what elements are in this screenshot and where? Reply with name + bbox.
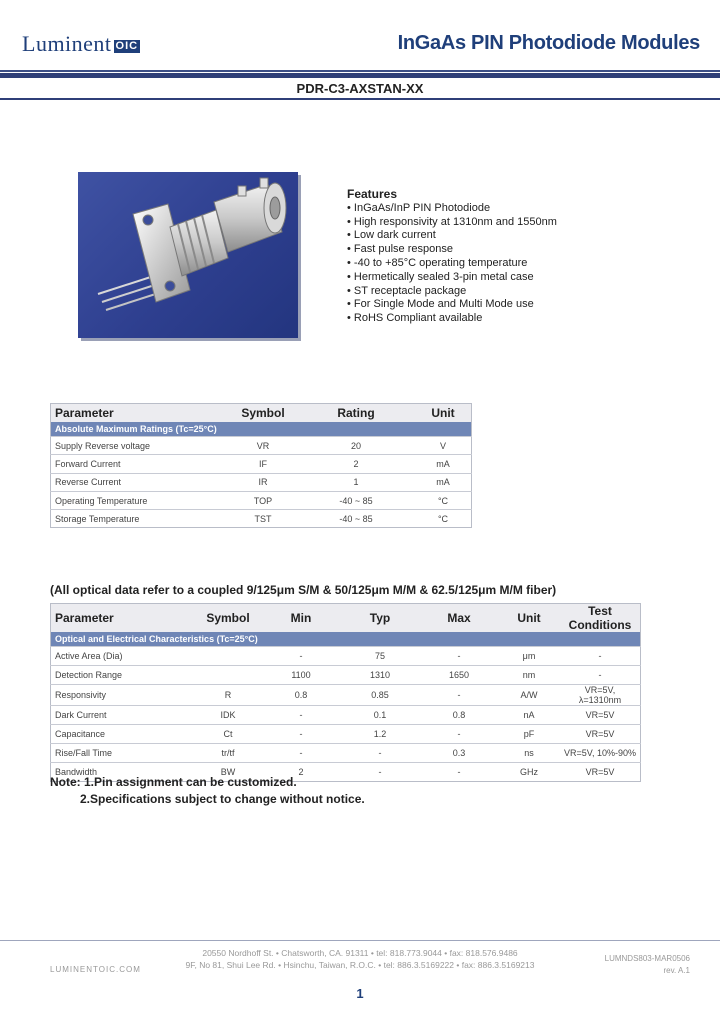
- table-cell: V: [439, 440, 446, 451]
- revision: rev. A.1: [663, 966, 690, 975]
- column-header: Max: [420, 604, 498, 633]
- table-cell: IF: [259, 458, 267, 469]
- optical-data-note: (All optical data refer to a coupled 9/125μm S/M & 50/125μm M/M & 62.5/125μm M/M fiber): [50, 583, 557, 597]
- column-header: Typ: [340, 604, 420, 633]
- table-cell: Dark Current: [55, 710, 107, 720]
- table-cell: 1100: [291, 670, 311, 680]
- feature-item: • InGaAs/InP PIN Photodiode: [347, 202, 557, 216]
- table-cell: 0.1: [373, 710, 387, 720]
- table-cell: 0.85: [371, 690, 389, 700]
- table-cell: Active Area (Dia): [55, 651, 123, 661]
- features-heading: Features: [347, 187, 398, 201]
- part-number: PDR-C3-AXSTAN-XX: [296, 81, 424, 96]
- table-cell: VR=5V, 10%-90%: [564, 748, 636, 758]
- table-cell: μm: [522, 651, 536, 661]
- table-cell: Forward Current: [55, 458, 121, 469]
- doc-id: LUMNDS803-MAR0506: [604, 954, 690, 963]
- address-line: 9F, No 81, Shui Lee Rd. • Hsinchu, Taiwan, R.O.C. • tel: 886.3.5169222 • fax: 886.3.5169213: [185, 960, 535, 970]
- table-cell: Operating Temperature: [55, 495, 148, 506]
- note-line: 2.Specifications subject to change without notice.: [80, 792, 365, 806]
- footer-rule: [0, 940, 720, 941]
- footer-doc-info: [605, 953, 690, 977]
- abs-max-caption: Absolute Maximum Ratings (Tc=25°C): [51, 422, 472, 437]
- table-cell: °C: [437, 513, 449, 524]
- table-row: [51, 491, 472, 509]
- table-cell: 2: [298, 767, 304, 777]
- table-row: [51, 510, 472, 528]
- table-cell: Rise/Fall Time: [55, 748, 113, 758]
- address-line: 20550 Nordhoff St. • Chatsworth, CA. 91311 • tel: 818.773.9044 • fax: 818.576.9486: [202, 948, 518, 958]
- table-cell: ns: [524, 748, 534, 758]
- page-number: 1: [356, 986, 364, 1001]
- column-header: Symbol: [229, 404, 297, 423]
- table-cell: TST: [254, 513, 272, 524]
- table-cell: -: [457, 729, 461, 739]
- table-row: [51, 437, 472, 455]
- table-cell: [194, 666, 262, 685]
- table-cell: Detection Range: [55, 670, 123, 680]
- feature-item: • High responsivity at 1310nm and 1550nm: [347, 216, 557, 230]
- table-cell: Responsivity: [55, 690, 107, 700]
- table-cell: 20: [350, 440, 361, 451]
- table-cell: -40 ~ 85: [339, 495, 373, 506]
- header-rule: [0, 70, 720, 78]
- table-cell: TOP: [253, 495, 273, 506]
- table-cell: Ct: [223, 729, 233, 739]
- table-cell: 0.8: [294, 690, 308, 700]
- table-cell: -: [457, 651, 461, 661]
- column-header: Test Conditions: [560, 604, 641, 633]
- table-cell: R: [224, 690, 232, 700]
- table-cell: -: [299, 710, 303, 720]
- table-cell: IR: [258, 477, 268, 488]
- table-cell: pF: [523, 729, 535, 739]
- table-cell: tr/tf: [221, 748, 235, 758]
- table-cell: VR=5V, λ=1310nm: [578, 685, 622, 705]
- column-header: Min: [262, 604, 340, 633]
- table-cell: 1310: [369, 670, 391, 680]
- table-cell: VR=5V: [585, 767, 615, 777]
- table-cell: Supply Reverse voltage: [55, 440, 151, 451]
- notes-section: [50, 774, 365, 808]
- table-cell: -: [598, 651, 602, 661]
- table-row: [51, 725, 641, 744]
- table-cell: Storage Temperature: [55, 513, 140, 524]
- table-row: [51, 744, 641, 763]
- table-cell: -: [457, 767, 461, 777]
- table-cell: 2: [353, 458, 359, 469]
- table-cell: mA: [436, 458, 450, 469]
- table-row: [51, 666, 641, 685]
- table-row: [51, 455, 472, 473]
- table-cell: IDK: [220, 710, 236, 720]
- table-cell: A/W: [520, 690, 538, 700]
- table-row: [51, 706, 641, 725]
- table-cell: -40 ~ 85: [339, 513, 373, 524]
- feature-item: • Low dark current: [347, 229, 557, 243]
- table-cell: VR=5V: [585, 710, 615, 720]
- logo-suffix: OIC: [115, 40, 139, 52]
- table-cell: -: [299, 651, 303, 661]
- table-cell: -: [378, 748, 382, 758]
- feature-item: • For Single Mode and Multi Mode use: [347, 298, 557, 312]
- table-cell: nA: [523, 710, 535, 720]
- table-cell: mA: [436, 477, 450, 488]
- feature-item: • Hermetically sealed 3-pin metal case: [347, 271, 557, 285]
- table-cell: -: [299, 748, 303, 758]
- table-cell: Capacitance: [55, 729, 106, 739]
- table-cell: 75: [374, 651, 385, 661]
- optical-electrical-table: [50, 603, 641, 782]
- table-row: [51, 473, 472, 491]
- table-cell: Reverse Current: [55, 477, 122, 488]
- table-row: [51, 647, 641, 666]
- column-header: Unit: [415, 404, 472, 423]
- table-cell: -: [378, 767, 382, 777]
- feature-item: • Fast pulse response: [347, 243, 557, 257]
- table-cell: Bandwidth: [55, 767, 98, 777]
- column-header: Parameter: [51, 404, 230, 423]
- logo-text: Luminent: [22, 31, 112, 56]
- table-cell: 1650: [448, 670, 470, 680]
- column-header: Symbol: [194, 604, 262, 633]
- part-rule: [0, 98, 720, 100]
- feature-item: • -40 to +85°C operating temperature: [347, 257, 557, 271]
- table-cell: 0.8: [452, 710, 466, 720]
- photodiode-module-illustration: [78, 172, 298, 338]
- table-cell: 0.3: [452, 748, 466, 758]
- optical-electrical-caption: Optical and Electrical Characteristics (Tc=25°C): [51, 632, 641, 647]
- table-cell: nm: [522, 670, 536, 680]
- table-cell: -: [598, 670, 602, 680]
- table-cell: VR: [256, 440, 270, 451]
- table-cell: °C: [437, 495, 449, 506]
- table-cell: [194, 647, 262, 666]
- table-cell: 1: [353, 477, 359, 488]
- features-list: [347, 202, 557, 326]
- column-header: Parameter: [51, 604, 195, 633]
- features-section: [347, 188, 557, 326]
- abs-max-table: [50, 403, 472, 528]
- table-cell: -: [457, 690, 461, 700]
- table-cell: BW: [220, 767, 236, 777]
- feature-item: • RoHS Compliant available: [347, 312, 557, 326]
- table-cell: -: [299, 729, 303, 739]
- page-title: InGaAs PIN Photodiode Modules: [397, 32, 700, 54]
- table-cell: VR=5V: [585, 729, 615, 739]
- footer-website[interactable]: LUMINENTOIC.COM: [50, 965, 141, 974]
- column-header: Rating: [297, 404, 415, 423]
- feature-item: • ST receptacle package: [347, 285, 557, 299]
- company-logo: [22, 33, 140, 55]
- column-header: Unit: [498, 604, 560, 633]
- table-cell: GHz: [520, 767, 538, 777]
- table-row: [51, 685, 641, 706]
- table-cell: 1.2: [373, 729, 387, 739]
- note-line: Note: 1.Pin assignment can be customized.: [50, 775, 297, 789]
- product-photo: [78, 172, 298, 338]
